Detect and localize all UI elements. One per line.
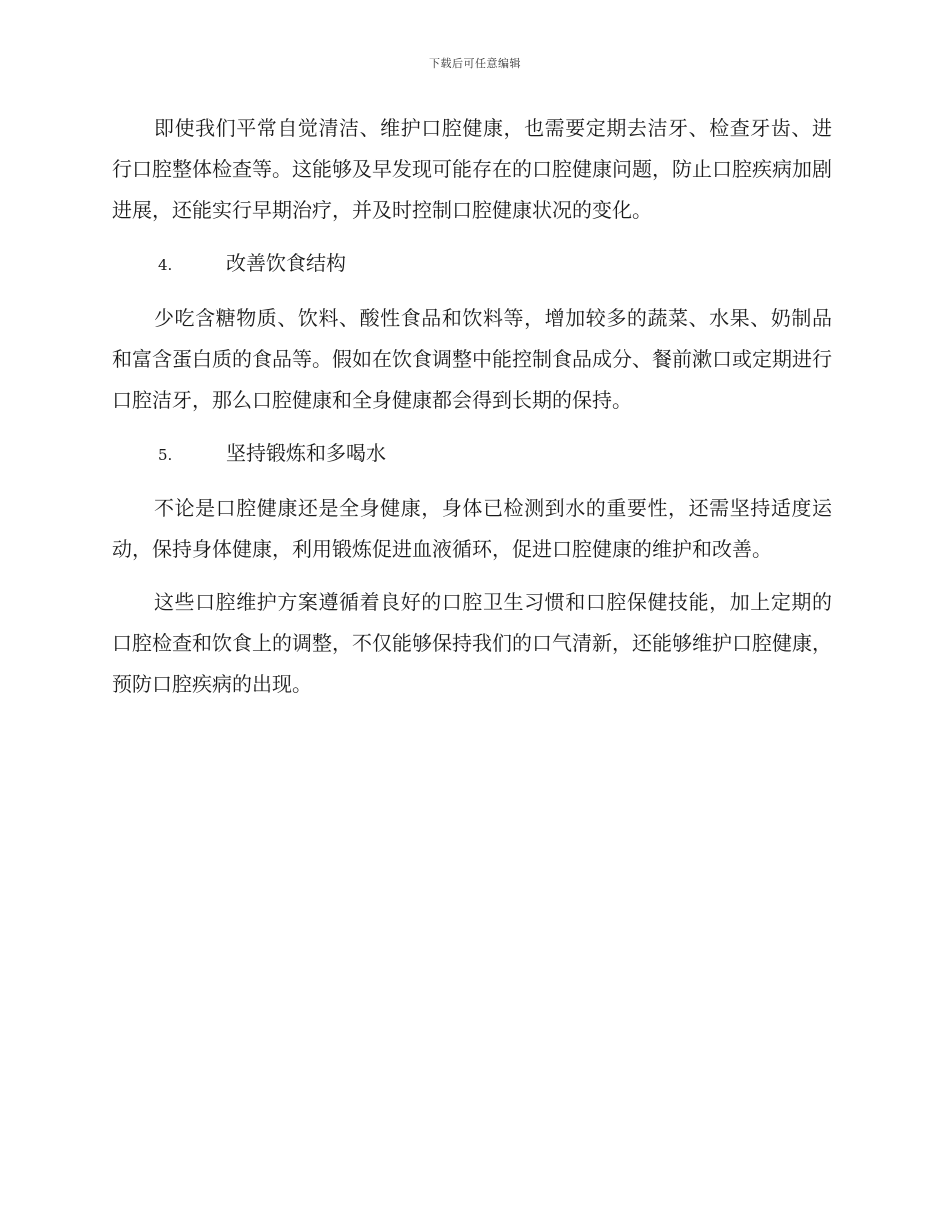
paragraph-exercise: 不论是口腔健康还是全身健康，身体已检测到水的重要性，还需坚持适度运动，保持身体健康，利用锻炼促进血液循环，促进口腔健康的维护和改善。 (112, 496, 832, 561)
document-body (112, 108, 832, 705)
paragraph-summary: 这些口腔维护方案遵循着良好的口腔卫生习惯和口腔保健技能，加上定期的口腔检查和饮食上的调整，不仅能够保持我们的口气清新，还能够维护口腔健康，预防口腔疾病的出现。 (112, 590, 832, 696)
section-number-4: 4. (158, 256, 173, 274)
header-note: 下载后可任意编辑 (429, 57, 521, 70)
section-number-5: 5. (158, 446, 173, 464)
paragraph-diet: 少吃含糖物质、饮料、酸性食品和饮料等，增加较多的蔬菜、水果、奶制品和富含蛋白质的食品等。假如在饮食调整中能控制食品成分、餐前漱口或定期进行口腔洁牙，那么口腔健康和全身健康都会得到长期的保持。 (112, 306, 832, 412)
section-heading-5 (112, 433, 832, 476)
paragraph-checkup: 即使我们平常自觉清洁、维护口腔健康，也需要定期去洁牙、检查牙齿、进行口腔整体检查等。这能够及早发现可能存在的口腔健康问题，防止口腔疾病加剧进展，还能实行早期治疗，并及时控制口腔健康状况的变化。 (112, 116, 832, 222)
section-title-5: 坚持锻炼和多喝水 (226, 441, 386, 465)
section-heading-4 (112, 243, 832, 286)
section-title-4: 改善饮食结构 (226, 251, 346, 275)
